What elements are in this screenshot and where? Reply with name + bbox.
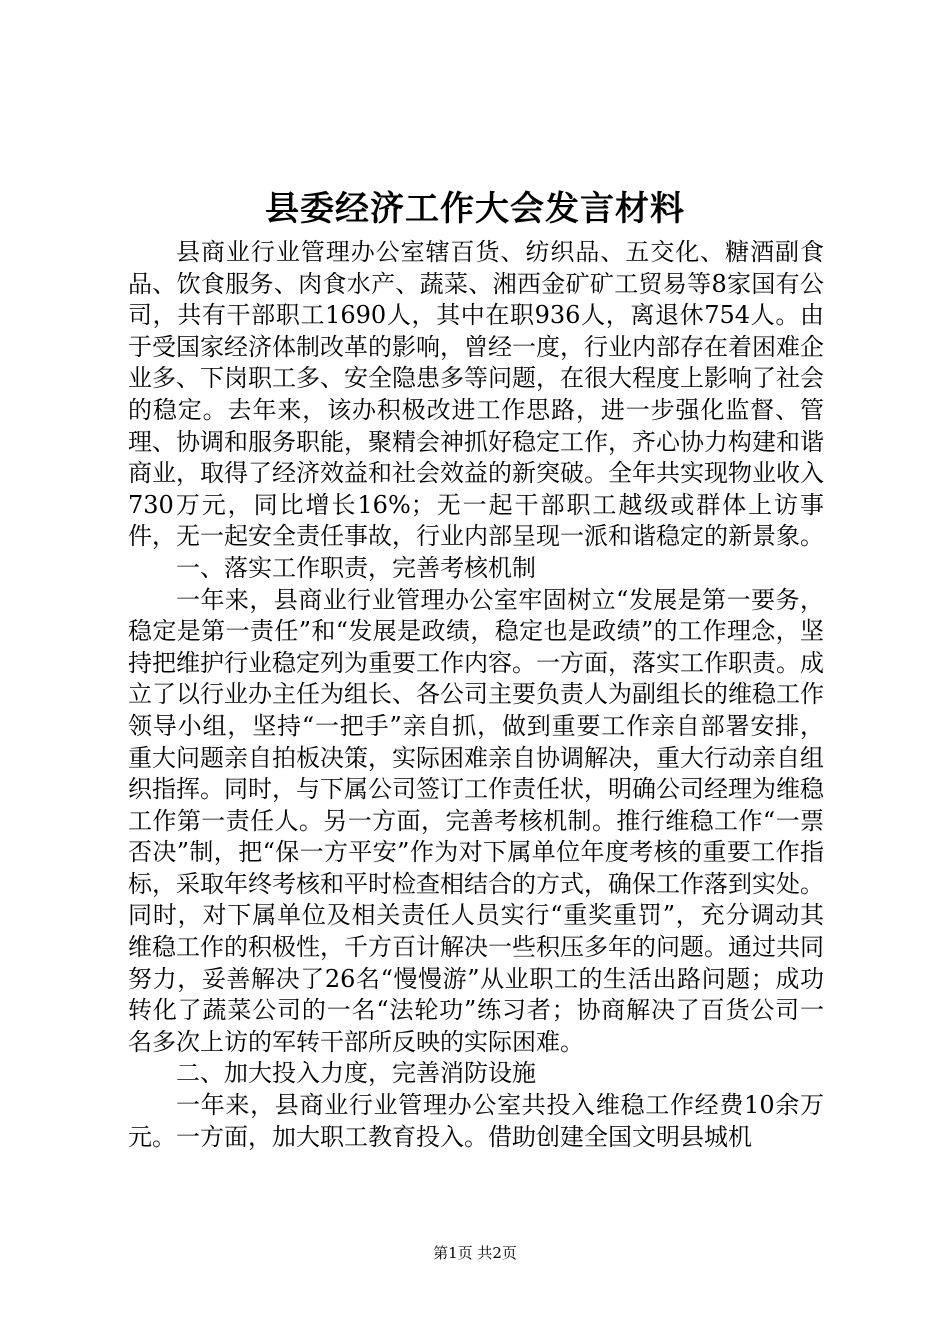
paragraph-intro: 县商业行业管理办公室辖百货、纺织品、五交化、糖酒副食品、饮食服务、肉食水产、蔬菜、湘西金矿矿工贸易等8家国有公司，共有干部职工1690人，其中在职936人，离退休754人。由于受国家经济体制改革的影响，曾经一度，行业内部存在着困难企业多、下岗职工多、安全隐患多等问题，在很大程度上影响了社会的稳定。去年来，该办积极改进工作思路，进一步强化监督、管理、协调和服务职能，聚精会神抓好稳定工作，齐心协力构建和谐商业，取得了经济效益和社会效益的新突破。全年共实现物业收入730万元，同比增长16%；无一起干部职工越级或群体上访事件，无一起安全责任事故，行业内部呈现一派和谐稳定的新景象。 <box>128 238 824 551</box>
paragraph-section-2: 一年来，县商业行业管理办公室共投入维稳工作经费10余万元。一方面，加大职工教育投入。借助创建全国文明县城机 <box>128 1091 824 1151</box>
section-heading-1: 一、落实工作职责，完善考核机制 <box>176 553 536 582</box>
document-title: 县委经济工作大会发言材料 <box>265 189 685 229</box>
paragraph-section-1: 一年来，县商业行业管理办公室牢固树立“发展是第一要务，稳定是第一责任”和“发展是政绩，稳定也是政绩”的工作理念，坚持把维护行业稳定列为重要工作内容。一方面，落实工作职责。成立了以行业办主任为组长、各公司主要负责人为副组长的维稳工作领导小组，坚持“一把手”亲自抓，做到重要工作亲自部署安排，重大问题亲自拍板决策，实际困难亲自协调解决，重大行动亲自组织指挥。同时，与下属公司签订工作责任状，明确公司经理为维稳工作第一责任人。另一方面，完善考核机制。推行维稳工作“一票否决”制，把“保一方平安”作为对下属单位年度考核的重要工作指标，采取年终考核和平时检查相结合的方式，确保工作落到实处。同时，对下属单位及相关责任人员实行“重奖重罚”，充分调动其维稳工作的积极性，千方百计解决一些积压多年的问题。通过共同努力，妥善解决了26名“慢慢游”从业职工的生活出路问题；成功转化了蔬菜公司的一名“法轮功”练习者；协商解决了百货公司一名多次上访的军转干部所反映的实际困难。 <box>128 585 824 1056</box>
document-body <box>128 237 824 1153</box>
page-number-footer: 第1页 共2页 <box>433 1244 517 1262</box>
section-heading-2: 二、加大投入力度，完善消防设施 <box>176 1059 536 1088</box>
